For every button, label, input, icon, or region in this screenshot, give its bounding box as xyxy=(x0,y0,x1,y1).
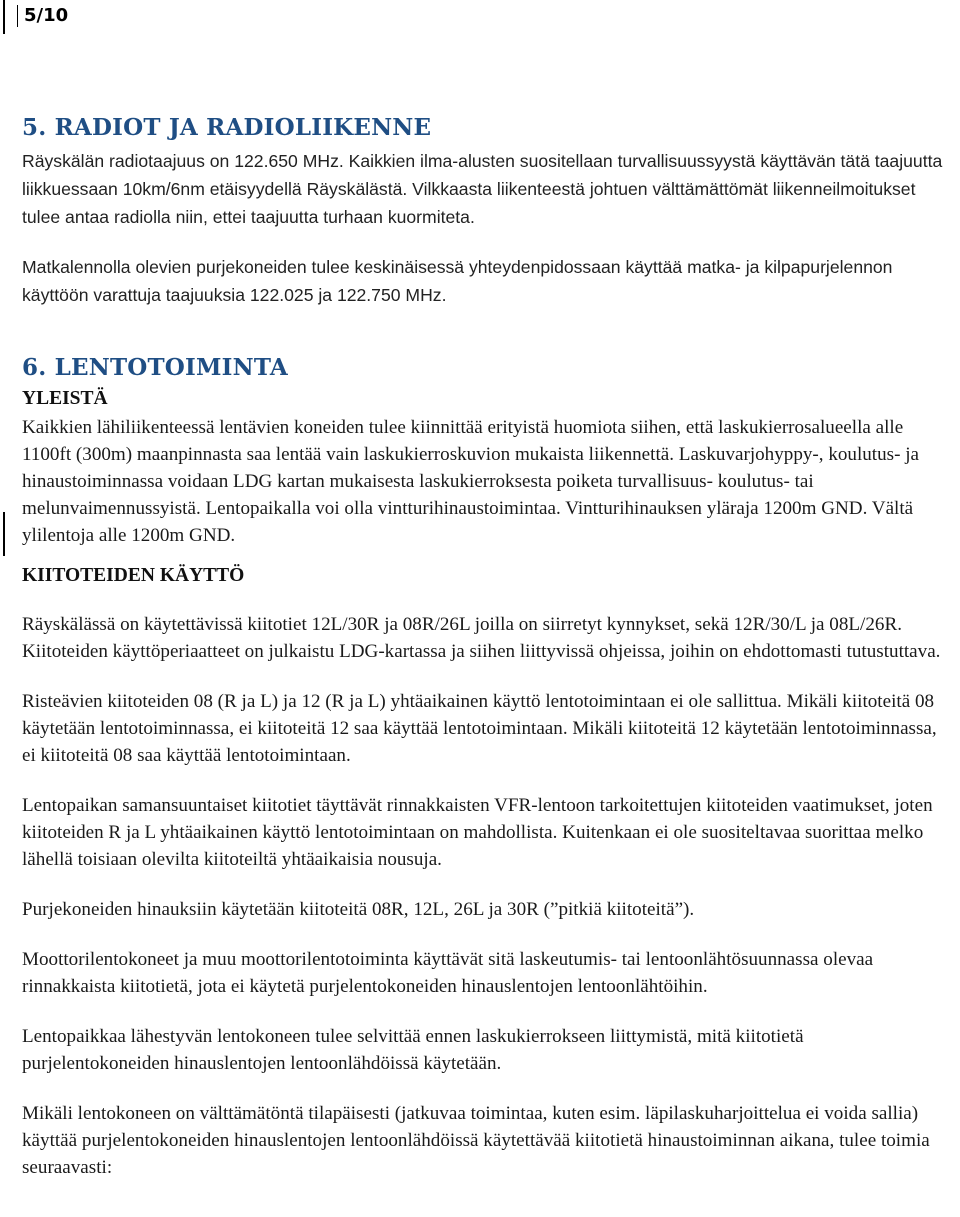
section-heading-radio: 5. RADIOT JA RADIOLIIKENNE xyxy=(22,114,432,141)
section-heading-flight-ops: 6. LENTOTOIMINTA xyxy=(22,354,288,381)
paragraph: Lentopaikan samansuuntaiset kiitotiet täyttävät rinnakkaisten VFR-lentoon tarkoitettujen kiitoteiden vaatimukset, joten kiitoteiden R ja L yhtäaikainen käyttö lentotoimintaan on mahdollista. Kuitenkaan ei ole suositeltavaa suorittaa melko lähellä toisiaan olevilta kiitoteiltä yhtäaikaisia nousuja. xyxy=(22,795,933,870)
paragraph: Purjekoneiden hinauksiin käytetään kiitoteitä 08R, 12L, 26L ja 30R (”pitkiä kiitoteitä”). xyxy=(22,899,695,920)
paragraph: Risteävien kiitoteiden 08 (R ja L) ja 12 (R ja L) yhtäaikainen käyttö lentotoimintaan ei ole sallittua. Mikäli kiitoteitä 08 käytetään lentotoiminnassa, ei kiitoteitä 12 saa käyttää lentotoimintaan. Mikäli kiitoteitä 12 käytetään lentotoiminnassa, ei kiitoteitä 08 saa käyttää lentotoimintaan. xyxy=(22,691,937,766)
subheading-general: YLEISTÄ xyxy=(22,388,108,409)
paragraph: Lentopaikkaa lähestyvän lentokoneen tulee selvittää ennen laskukierrokseen liittymistä, mitä kiitotietä purjelentokoneiden hinauslentojen lentoonlähdöissä käytetään. xyxy=(22,1026,804,1074)
subheading-runways: KIITOTEIDEN KÄYTTÖ xyxy=(22,565,245,586)
paragraph: Kaikkien lähiliikenteessä lentävien koneiden tulee kiinnittää erityistä huomiota siihen, että laskukierrosalueella alle 1100ft (300m) maanpinnasta saa lentää vain laskukierroskuvion mukaista liikennettä. Laskuvarjohyppy-, koulutus- ja hinaustoiminnassa voidaan LDG kartan mukaisesta laskukierroksesta poiketa turvallisuus- koulutus- tai melunvaimennussyistä. Lentopaikalla voi olla vintturihinaustoimintaa. Vintturihinauksen yläraja 1200m GND. Vältä ylilentoja alle 1200m GND. xyxy=(22,417,920,546)
revision-bar xyxy=(3,512,5,556)
document-content xyxy=(22,112,952,1181)
paragraph: Mikäli lentokoneen on välttämätöntä tilapäisesti (jatkuvaa toimintaa, kuten esim. läpilaskuharjoittelua ei voida sallia) käyttää purjelentokoneiden hinauslentojen lentoonlähdöissä käytettävää kiitotietä hinaustoiminnan aikana, tulee toimia seuraavasti: xyxy=(22,1103,930,1178)
paragraph: Räyskälässä on käytettävissä kiitotiet 12L/30R ja 08R/26L joilla on siirretyt kynnykset, sekä 12R/30/L ja 08L/26R. Kiitoteiden käyttöperiaatteet on julkaistu LDG-kartassa ja siihen liittyvissä ohjeissa, joihin on ehdottomasti tutustuttava. xyxy=(22,614,941,662)
page-number: 5/10 xyxy=(17,5,68,27)
revision-bar xyxy=(3,0,5,34)
paragraph: Moottorilentokoneet ja muu moottorilentotoiminta käyttävät sitä laskeutumis- tai lentoonlähtösuunnassa olevaa rinnakkaista kiitotietä, jota ei käytetä purjelentokoneiden hinauslentojen lentoonlähtöihin. xyxy=(22,949,874,997)
paragraph: Räyskälän radiotaajuus on 122.650 MHz. Kaikkien ilma-alusten suositellaan turvallisuussyystä käyttävän tätä taajuutta liikkuessaan 10km/6nm etäisyydellä Räyskälästä. Vilkkaasta liikenteestä johtuen välttämättömät liikenneilmoitukset tulee antaa radiolla niin, ettei taajuutta turhaan kuormiteta. xyxy=(22,151,943,227)
paragraph: Matkalennolla olevien purjekoneiden tulee keskinäisessä yhteydenpidossaan käyttää matka- ja kilpapurjelennon käyttöön varattuja taajuuksia 122.025 ja 122.750 MHz. xyxy=(22,257,893,305)
